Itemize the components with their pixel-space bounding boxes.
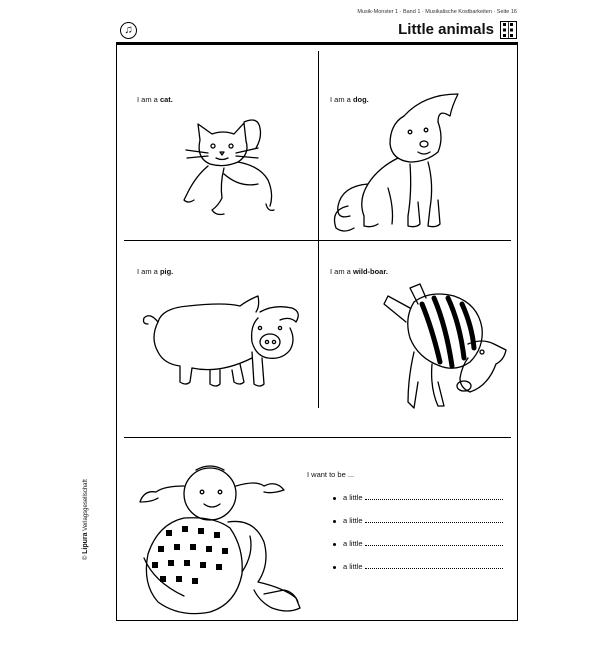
answer-line-4[interactable]: a little	[333, 561, 513, 573]
grid-divider-vertical	[318, 51, 319, 408]
dog-drawing	[328, 88, 468, 233]
publisher-name: Verlagsgesellschaft	[83, 479, 89, 531]
answer-field-2[interactable]	[365, 515, 503, 523]
cat-drawing	[178, 114, 282, 222]
band-stripes-icon	[500, 21, 517, 39]
bullet-icon	[333, 497, 336, 500]
exercise-prompt: I want to be ...	[307, 470, 355, 479]
pig-caption: I am a pig.	[137, 267, 174, 276]
answer-line-1[interactable]: a little	[333, 492, 513, 504]
answer-line-2[interactable]: a little	[333, 515, 513, 527]
answer-field-1[interactable]	[365, 492, 503, 500]
grid-divider-middle	[124, 240, 511, 241]
copyright-symbol: ©	[83, 555, 89, 560]
publisher-logo: Lipura	[82, 532, 89, 554]
breadcrumb: Musik-Monster 1 · Band 1 · Musikalische Kostbarkeiten · Seite 16	[357, 9, 517, 15]
wild-boar-caption: I am a wild-boar.	[330, 267, 388, 276]
music-note-icon: ♫	[120, 22, 137, 39]
girl-drawing	[124, 462, 309, 622]
grid-divider-bottom	[124, 437, 511, 438]
bullet-icon	[333, 520, 336, 523]
shirt-pattern	[152, 526, 228, 584]
dog-caption: I am a dog.	[330, 95, 369, 104]
bullet-icon	[333, 543, 336, 546]
publisher-credit	[82, 479, 89, 560]
answer-line-3[interactable]: a little	[333, 538, 513, 550]
answer-field-3[interactable]	[365, 538, 503, 546]
wild-boar-drawing	[378, 282, 510, 414]
bullet-icon	[333, 566, 336, 569]
pig-drawing	[140, 294, 305, 394]
answer-field-4[interactable]	[365, 561, 503, 569]
cat-caption: I am a cat.	[137, 95, 173, 104]
title-bar	[116, 20, 518, 44]
page-title: Little animals	[398, 21, 494, 38]
